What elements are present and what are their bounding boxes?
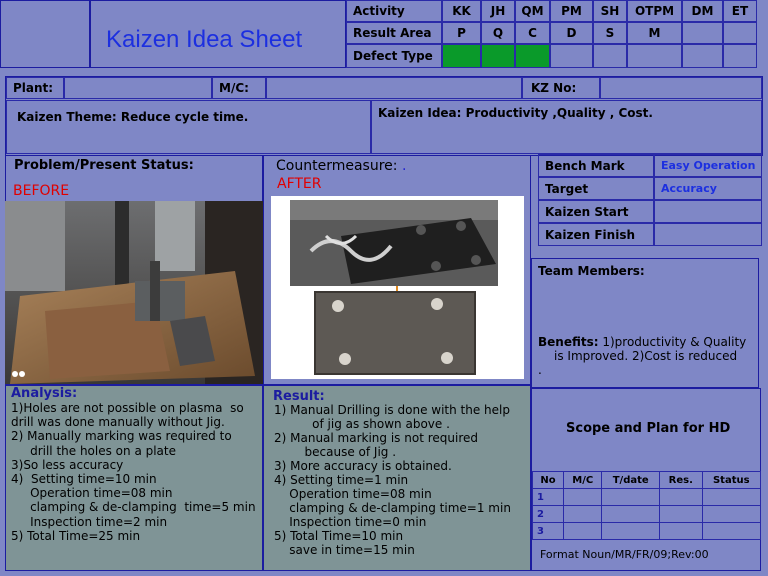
header-row-label-1: Activity <box>346 0 442 22</box>
format-number: Format Noun/MR/FR/09;Rev:00 <box>540 548 709 561</box>
defect-type-cell <box>442 44 481 68</box>
header-row-label-2: Result Area <box>346 22 442 44</box>
mc-label-cell <box>212 77 266 99</box>
plan-cell <box>564 489 602 506</box>
plan-column-header: T/date <box>602 472 660 489</box>
plan-cell <box>660 523 703 540</box>
plant-label-cell <box>6 77 64 99</box>
plan-column-header: Res. <box>660 472 703 489</box>
result-line: 2) Manual marking is not required <box>274 431 478 445</box>
plan-cell <box>564 506 602 523</box>
kz-value-cell <box>600 77 762 99</box>
team-members-label: Team Members: <box>538 264 645 278</box>
result-line: 4) Setting time=1 min <box>274 473 409 487</box>
analysis-line: clamping & de-clamping time=5 min <box>11 500 256 515</box>
plan-cell <box>602 506 660 523</box>
plan-row <box>533 523 761 540</box>
result-area-cell: D <box>550 22 593 44</box>
plan-column-header: M/C <box>564 472 602 489</box>
activity-cell: DM <box>682 0 723 22</box>
activity-cell: PM <box>550 0 593 22</box>
activity-cell: JH <box>481 0 515 22</box>
analysis-line: drill the holes on a plate <box>11 443 176 458</box>
bench-label-cell: Target <box>538 177 654 200</box>
page-title: Kaizen Idea Sheet <box>106 26 303 53</box>
header-left-box <box>0 0 90 68</box>
countermeasure-heading-text: Countermeasure: <box>276 158 398 174</box>
defect-type-cell <box>723 44 757 68</box>
kz-label: KZ No: <box>531 81 577 95</box>
result-line: save in time=15 min <box>274 543 415 557</box>
plan-row <box>533 489 761 506</box>
after-label: AFTER <box>277 176 322 192</box>
plan-cell <box>602 523 660 540</box>
plan-cell <box>602 489 660 506</box>
analysis-line: 4) Setting time=10 min <box>11 472 157 486</box>
plan-cell <box>702 523 760 540</box>
drilling-machine-image <box>5 201 263 384</box>
countermeasure-dot: . <box>401 158 407 174</box>
activity-cell: OTPM <box>627 0 682 22</box>
plan-row-number: 1 <box>533 489 564 506</box>
result-line: because of Jig . <box>274 445 397 459</box>
bench-value-cell <box>654 200 762 223</box>
analysis-heading: Analysis: <box>11 386 78 401</box>
activity-cell: QM <box>515 0 550 22</box>
analysis-line: Inspection time=2 min <box>11 514 168 529</box>
jig-image <box>271 196 524 379</box>
result-line: Operation time=08 min <box>274 487 432 501</box>
analysis-line: 1)Holes are not possible on plasma so <box>11 401 244 415</box>
plan-row <box>533 506 761 523</box>
plan-cell <box>702 489 760 506</box>
result-line: clamping & de-clamping time=1 min <box>274 501 511 515</box>
defect-type-cell <box>515 44 550 68</box>
bench-value-cell: Easy Operation <box>654 154 762 177</box>
result-area-cell: S <box>593 22 627 44</box>
plant-label: Plant: <box>13 81 54 95</box>
result-heading: Result: <box>273 389 325 404</box>
plant-value-cell <box>64 77 212 99</box>
plan-cell <box>660 489 703 506</box>
defect-type-cell <box>481 44 515 68</box>
analysis-line: 3)So less accuracy <box>11 457 124 472</box>
activity-cell: KK <box>442 0 481 22</box>
defect-type-cell <box>682 44 723 68</box>
scope-title: Scope and Plan for HD <box>566 421 731 436</box>
result-area-cell <box>682 22 723 44</box>
scope-plan-table <box>532 471 761 540</box>
after-photo <box>271 196 524 379</box>
bench-label-cell: Bench Mark <box>538 154 654 177</box>
analysis-line: 5) Total Time=25 min <box>11 528 141 543</box>
kz-label-cell <box>522 77 600 99</box>
problem-heading: Problem/Present Status: <box>14 158 194 173</box>
benefits-line-1: 1)productivity & Quality <box>598 335 747 349</box>
before-photo <box>5 201 263 384</box>
mc-label: M/C: <box>219 81 249 95</box>
plan-row-number: 3 <box>533 523 564 540</box>
before-label: BEFORE <box>13 183 70 199</box>
result-area-cell <box>723 22 757 44</box>
benefits-line-2: is Improved. 2)Cost is reduced <box>554 349 738 363</box>
result-area-cell: Q <box>481 22 515 44</box>
idea-cell <box>371 100 762 154</box>
bench-value-cell: Accuracy <box>654 177 762 200</box>
kaizen-idea: Kaizen Idea: Productivity ,Quality , Cost. <box>378 106 653 120</box>
plan-column-header: No <box>533 472 564 489</box>
activity-cell: ET <box>723 0 757 22</box>
result-line: of jig as shown above . <box>274 417 450 431</box>
analysis-line: Operation time=08 min <box>11 486 173 501</box>
activity-cell: SH <box>593 0 627 22</box>
plan-column-header: Status <box>702 472 760 489</box>
plan-row-number: 2 <box>533 506 564 523</box>
kaizen-theme: Kaizen Theme: Reduce cycle time. <box>17 110 249 124</box>
benefits-block <box>538 335 758 377</box>
result-line: 5) Total Time=10 min <box>274 529 404 543</box>
result-area-cell: M <box>627 22 682 44</box>
result-line: 3) More accuracy is obtained. <box>274 459 452 473</box>
countermeasure-heading <box>276 158 406 174</box>
plan-header-row <box>533 472 761 489</box>
analysis-line: drill was done manually without Jig. <box>11 415 225 430</box>
bench-label-cell: Kaizen Finish <box>538 223 654 246</box>
benefits-label: Benefits: <box>538 335 599 349</box>
result-area-cell: P <box>442 22 481 44</box>
defect-type-cell <box>627 44 682 68</box>
benefits-line-3: . <box>538 363 542 377</box>
mc-value-cell <box>266 77 522 99</box>
analysis-line: 2) Manually marking was required to <box>11 429 232 444</box>
result-area-cell: C <box>515 22 550 44</box>
header-row-label-3: Defect Type <box>346 44 442 68</box>
theme-cell <box>6 100 371 154</box>
plan-cell <box>564 523 602 540</box>
result-line: 1) Manual Drilling is done with the help <box>274 403 510 417</box>
plan-cell <box>660 506 703 523</box>
bench-label-cell: Kaizen Start <box>538 200 654 223</box>
defect-type-cell <box>593 44 627 68</box>
defect-type-cell <box>550 44 593 68</box>
plan-cell <box>702 506 760 523</box>
bench-value-cell <box>654 223 762 246</box>
result-line: Inspection time=0 min <box>274 515 427 529</box>
